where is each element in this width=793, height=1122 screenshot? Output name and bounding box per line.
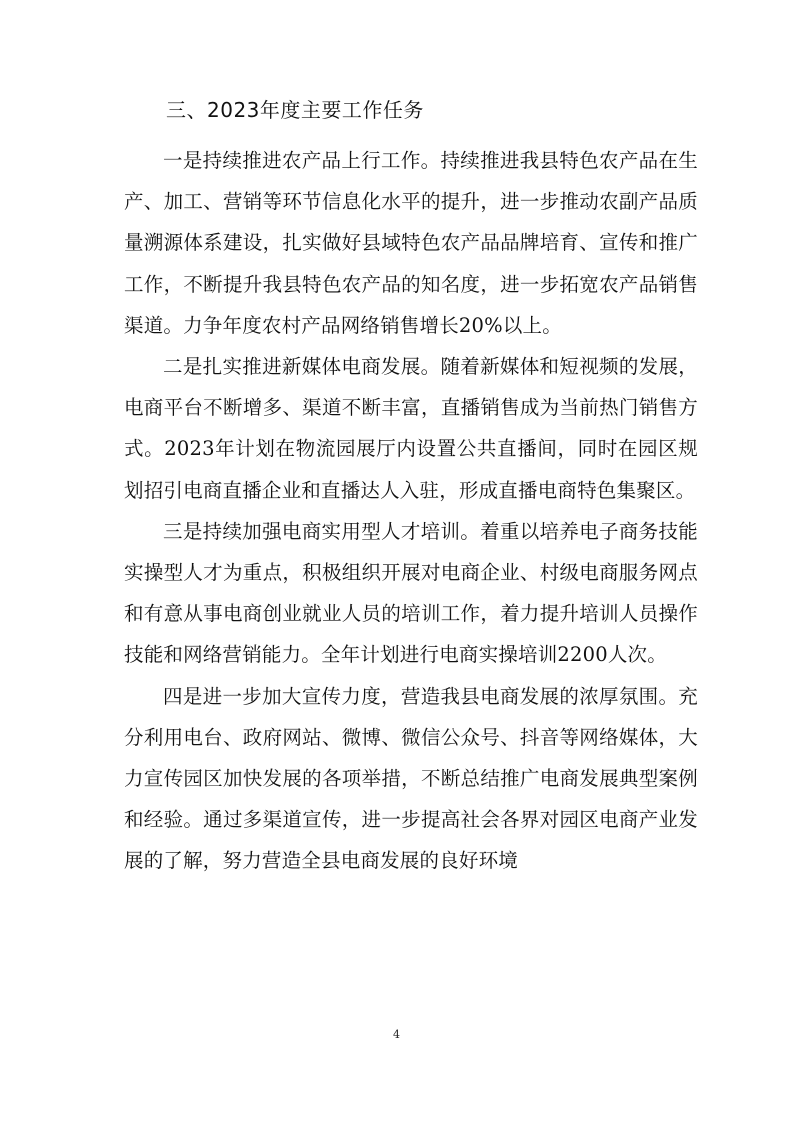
paragraph-talent-training: 三是持续加强电商实用型人才培训。着重以培养电子商务技能实操型人才为重点，积极组织开展对电商企业、村级电商服务网点和有意从事电商创业就业人员的培训工作，着力提升培训人员操作技能和网络营销能力。全年计划进行电商实操培训2200人次。 xyxy=(124,519,698,667)
paragraph-new-media-ecommerce: 二是扎实推进新媒体电商发展。随着新媒体和短视频的发展，电商平台不断增多、渠道不断丰富，直播销售成为当前热门销售方式。2023年计划在物流园展厅内设置公共直播间，同时在园区规划招引电商直播企业和直播达人入驻，形成直播电商特色集聚区。 xyxy=(124,355,698,502)
section-heading: 三、2023年度主要工作任务 xyxy=(166,98,424,122)
paragraph-publicity: 四是进一步加大宣传力度，营造我县电商发展的浓厚氛围。充分利用电台、政府网站、微博、微信公众号、抖音等网络媒体，大力宣传园区加快发展的各项举措，不断总结推广电商发展典型案例和经验。通过多渠道宣传，进一步提高社会各界对园区电商产业发展的了解，努力营造全县电商发展的良好环境 xyxy=(124,684,698,873)
page-number: 4 xyxy=(393,1028,400,1041)
body-text xyxy=(124,140,698,882)
paragraph-agricultural-products: 一是持续推进农产品上行工作。持续推进我县特色农产品在生产、加工、营销等环节信息化水平的提升，进一步推动农副产品质量溯源体系建设，扎实做好县域特色农产品品牌培育、宣传和推广工作，不断提升我县特色农产品的知名度，进一步拓宽农产品销售渠道。力争年度农村产品网络销售增长20%以上。 xyxy=(124,149,698,337)
